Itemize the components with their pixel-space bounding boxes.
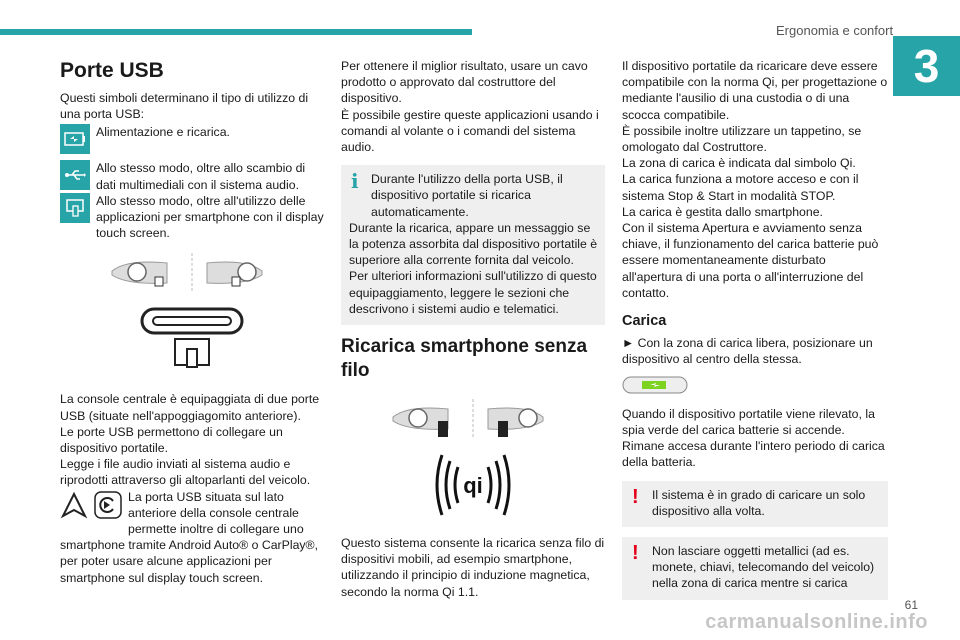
column-wireless — [341, 52, 605, 600]
charging-para: Quando il dispositivo portatile viene rilevato, la spia verde del carica batterie si accende. Rimane accesa durante l'intero periodo di carica della batteria. — [622, 406, 885, 470]
carplay-icon — [94, 491, 122, 523]
warning-icon: ! — [632, 485, 639, 508]
info-note-text: Per ulteriori informazioni sull'utilizzo di questo equipaggiamento, leggere le sezioni che descrivono i sistemi audio e telematici. — [349, 269, 597, 316]
svg-text:qi: qi — [463, 473, 483, 499]
usb-symbol-item — [60, 193, 324, 242]
column-usb-ports — [60, 52, 324, 586]
page-number: 61 — [904, 598, 918, 612]
usb-symbol-text: Alimentazione e ricarica. — [96, 125, 230, 140]
wireless-para: Questo sistema consente la ricarica senza filo di dispositivi mobili, ad esempio smartphone, utilizzando il principio di induzione magnetica, secondo la norma Qi 1.1. — [341, 536, 605, 599]
charging-para: Il dispositivo portatile da ricaricare deve essere compatibile con la norma Qi, per progettazione o mediante l'ausilio di una custodia o di una scocca compatibile. — [622, 59, 888, 122]
chapter-title: Ergonomia e confort — [776, 23, 894, 38]
charging-step: ► Con la zona di carica libera, posizionare un dispositivo al centro della stessa. — [622, 336, 873, 367]
info-note-text: Durante l'utilizzo della porta USB, il dispositivo portatile si ricarica automaticamente. — [371, 172, 563, 219]
usb-para: La console centrale è equipaggiata di due porte USB (situate nell'appoggiagomito anteriore). — [60, 392, 320, 423]
warning-note — [622, 537, 888, 600]
column-charging — [622, 52, 888, 610]
section-title-wireless: Ricarica smartphone senza filo — [341, 336, 588, 382]
info-icon: i — [351, 169, 359, 194]
section-title-usb: Porte USB — [60, 59, 164, 82]
subsection-title-charging: Carica — [622, 313, 667, 330]
charging-para: La zona di carica è indicata dal simbolo Qi. — [622, 156, 856, 171]
charging-para: La carica è gestita dallo smartphone. — [622, 204, 823, 219]
usb-symbol-item — [60, 160, 324, 192]
watermark: carmanualsonline.info — [705, 611, 928, 633]
usb-para: Per ottenere il miglior risultato, usare un cavo prodotto o approvato dal costruttore del dispositivo. — [341, 59, 588, 106]
usb-symbol-text: Allo stesso modo, oltre all'utilizzo delle applicazioni per smartphone con il display touch screen. — [96, 193, 324, 241]
warning-icon: ! — [632, 542, 639, 565]
usb-symbol-item — [60, 124, 324, 154]
android-auto-icon — [60, 491, 88, 523]
warning-note-text: Non lasciare oggetti metallici (ad es. monete, chiavi, telecomando del veicolo) nella zona di carica mentre si carica — [652, 544, 875, 591]
charging-para: Con il sistema Apertura e avviamento senza chiave, il funzionamento del carica batterie può essere momentaneamente disturbato all'apertura di una porta o all'interruzione del contatto. — [622, 221, 879, 300]
smartphone-link-icon — [60, 193, 90, 223]
charging-para: La carica funziona a motore acceso e con il sistema Stop & Start in modalità STOP. — [622, 172, 859, 203]
charge-led-indicator — [622, 376, 888, 398]
battery-charge-icon — [60, 124, 90, 154]
usb-para: La porta USB situata sul lato anteriore della console centrale permette inoltre di collegare uno smartphone tramite Android Auto® o CarPlay®, per poter usare alcune applicazioni per smartphone sul display touch screen. — [60, 489, 319, 585]
warning-note — [622, 481, 888, 527]
header-accent-bar — [0, 29, 472, 35]
android-carplay-icons — [60, 491, 122, 523]
usb-symbol-text: Allo stesso modo, oltre allo scambio di dati multimediali con il sistema audio. — [96, 161, 306, 192]
chapter-number-tab: 3 — [893, 36, 960, 96]
charging-para: È possibile inoltre utilizzare un tappetino, se omologato dal Costruttore. — [622, 123, 862, 155]
console-diagram-wireless — [341, 397, 605, 527]
info-note — [341, 165, 605, 325]
warning-note-text: Il sistema è in grado di caricare un solo dispositivo alla volta. — [652, 487, 866, 518]
usb-para: Le porte USB permettono di collegare un dispositivo portatile. — [60, 424, 283, 456]
usb-para: È possibile gestire queste applicazioni usando i comandi al volante o i comandi del sistema audio. — [341, 107, 599, 155]
info-note-text: Durante la ricarica, appare un messaggio se la potenza assorbita dal dispositivo portatile è superiore alla corrente fornita dal veicolo. — [349, 220, 598, 268]
usb-para: Legge i file audio inviati al sistema audio e riprodotti attraverso gli altoparlanti del veicolo. — [60, 457, 311, 488]
usb-intro: Questi simboli determinano il tipo di utilizzo di una porta USB: — [60, 91, 309, 122]
usb-icon — [60, 160, 90, 190]
console-diagram-usb — [60, 251, 324, 381]
